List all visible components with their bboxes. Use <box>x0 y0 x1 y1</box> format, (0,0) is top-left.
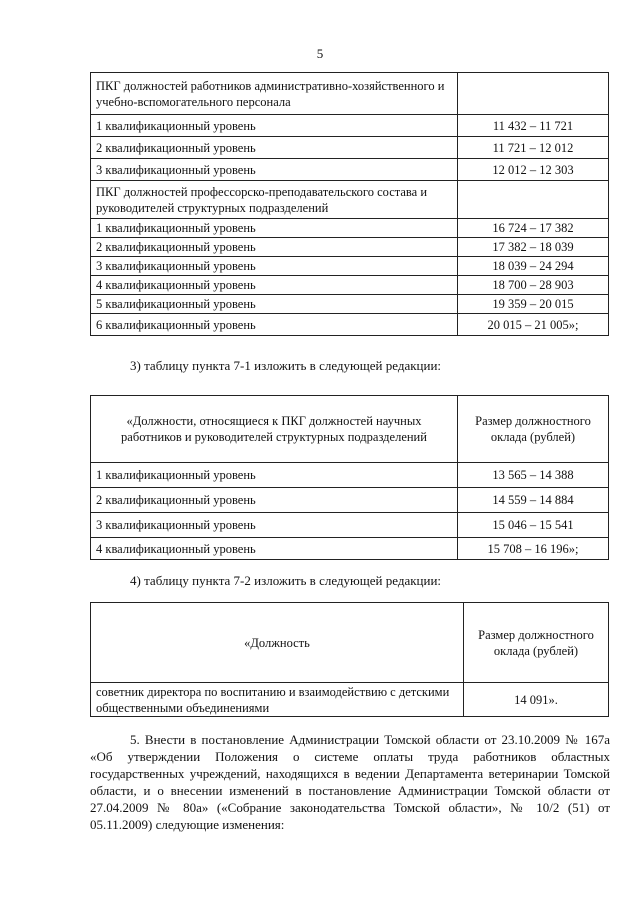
salary-range: 20 015 – 21 005»; <box>458 314 609 336</box>
salary-range <box>458 73 609 115</box>
salary-range: 14 559 – 14 884 <box>458 488 609 513</box>
table-header-row <box>91 603 609 683</box>
level-name: 1 квалификационный уровень <box>91 463 458 488</box>
table-row <box>91 295 609 314</box>
table-row <box>91 276 609 295</box>
table-row <box>91 238 609 257</box>
level-name: 5 квалификационный уровень <box>91 295 458 314</box>
salary-table-pkg <box>90 72 609 336</box>
header-position: «Должность <box>91 603 464 683</box>
group-header-row <box>91 73 609 115</box>
level-name: 2 квалификационный уровень <box>91 488 458 513</box>
salary-range: 13 565 – 14 388 <box>458 463 609 488</box>
salary-range: 19 359 – 20 015 <box>458 295 609 314</box>
table-row <box>91 314 609 336</box>
level-name: 6 квалификационный уровень <box>91 314 458 336</box>
paragraph-3: 3) таблицу пункта 7-1 изложить в следующей редакции: <box>130 358 442 373</box>
header-position: «Должности, относящиеся к ПКГ должностей научных работников и руководителей структурных подразделений <box>91 396 458 463</box>
group-title: ПКГ должностей работников административно-хозяйственного и учебно-вспомогательного персонала <box>91 73 458 115</box>
header-salary: Размер должностного оклада (рублей) <box>464 603 609 683</box>
table-row <box>91 683 609 717</box>
group-title: ПКГ должностей профессорско-преподавательского состава и руководителей структурных подразделений <box>91 181 458 219</box>
salary-range <box>458 181 609 219</box>
group-header-row <box>91 181 609 219</box>
table-row <box>91 115 609 137</box>
salary-range: 11 432 – 11 721 <box>458 115 609 137</box>
header-salary: Размер должностного оклада (рублей) <box>458 396 609 463</box>
position-name: советник директора по воспитанию и взаимодействию с детскими общественными объединениями <box>91 683 464 717</box>
salary-range: 15 708 – 16 196»; <box>458 538 609 560</box>
salary-range: 16 724 – 17 382 <box>458 219 609 238</box>
salary-range: 17 382 – 18 039 <box>458 238 609 257</box>
level-name: 3 квалификационный уровень <box>91 513 458 538</box>
salary-value: 14 091». <box>464 683 609 717</box>
salary-range: 15 046 – 15 541 <box>458 513 609 538</box>
salary-table-research <box>90 395 609 560</box>
paragraph-4: 4) таблицу пункта 7-2 изложить в следующей редакции: <box>130 573 442 588</box>
table-row <box>91 257 609 276</box>
table-row <box>91 219 609 238</box>
level-name: 3 квалификационный уровень <box>91 257 458 276</box>
salary-table-advisor <box>90 602 609 717</box>
salary-range: 18 700 – 28 903 <box>458 276 609 295</box>
salary-range: 12 012 – 12 303 <box>458 159 609 181</box>
level-name: 4 квалификационный уровень <box>91 538 458 560</box>
table-row <box>91 463 609 488</box>
level-name: 4 квалификационный уровень <box>91 276 458 295</box>
paragraph-5: 5. Внести в постановление Администрации Томской области от 23.10.2009 № 167а «Об утверждении Положения о системе оплаты труда работников областных государственных учреждений, находящихся в ведении Департамента ветеринарии Томской области, и о внесении изменений в постановление Администрации Томской области от 27.04.2009 № 80а» («Собрание законодательства Томской области», № 10/2 (51) от 05.11.2009) следующие изменения: <box>90 732 610 832</box>
level-name: 2 квалификационный уровень <box>91 238 458 257</box>
table-row <box>91 513 609 538</box>
table-row <box>91 488 609 513</box>
level-name: 1 квалификационный уровень <box>91 219 458 238</box>
table-row <box>91 538 609 560</box>
page-number: 5 <box>316 46 324 61</box>
table-row <box>91 159 609 181</box>
level-name: 1 квалификационный уровень <box>91 115 458 137</box>
table-row <box>91 137 609 159</box>
table-header-row <box>91 396 609 463</box>
level-name: 3 квалификационный уровень <box>91 159 458 181</box>
level-name: 2 квалификационный уровень <box>91 137 458 159</box>
salary-range: 11 721 – 12 012 <box>458 137 609 159</box>
salary-range: 18 039 – 24 294 <box>458 257 609 276</box>
